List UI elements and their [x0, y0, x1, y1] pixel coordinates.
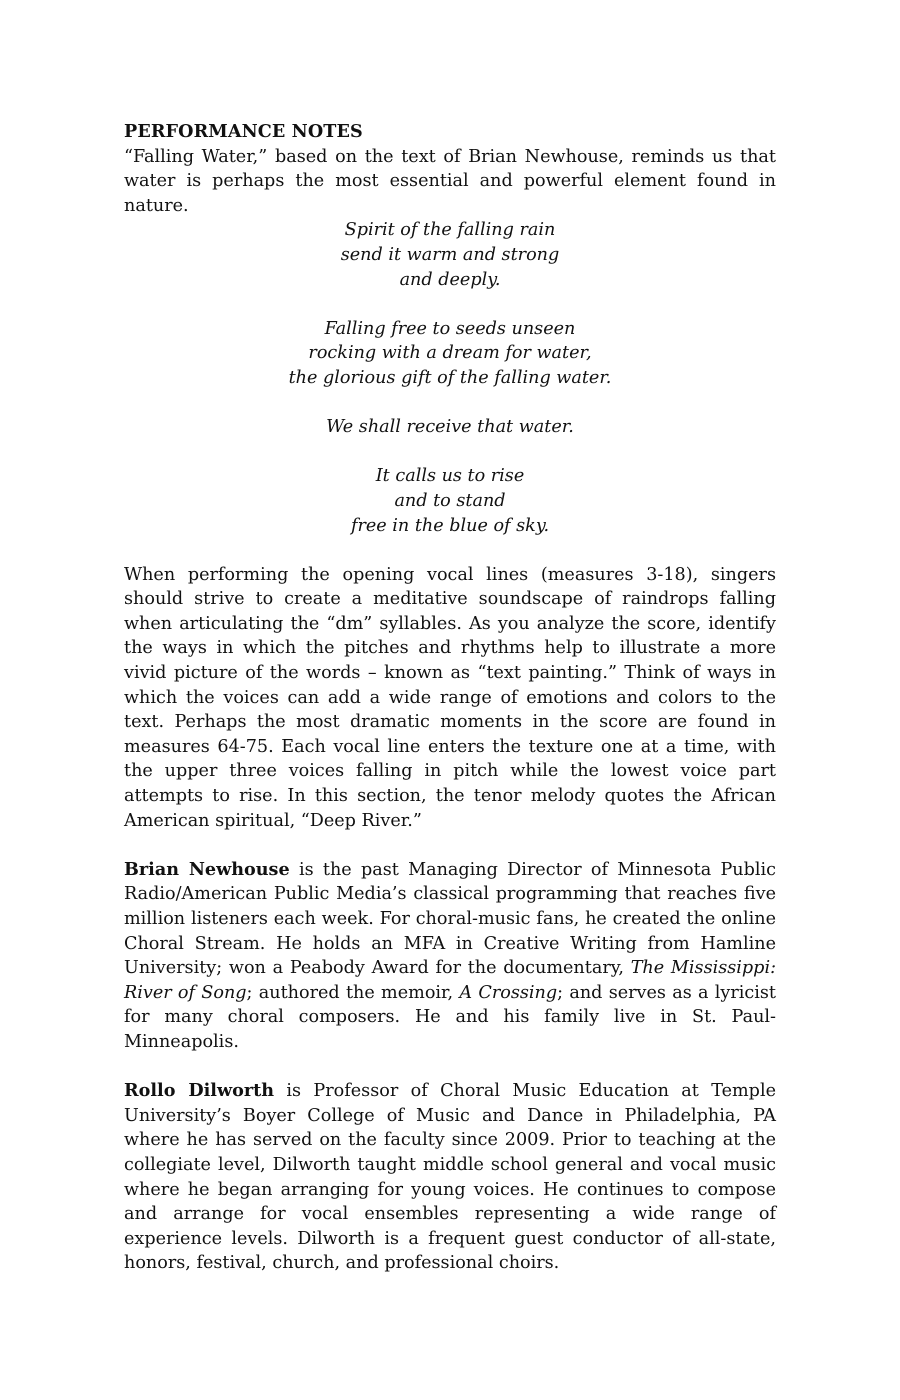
poem-stanza-4	[124, 464, 776, 538]
poem-line: and deeply.	[399, 269, 501, 290]
bio-rollo-dilworth	[124, 1079, 776, 1276]
poem-line: send it warm and strong	[340, 244, 560, 265]
poem-stanza-2	[124, 317, 776, 391]
poem-line: free in the blue of sky.	[350, 515, 550, 536]
paragraph-spacer	[124, 1055, 776, 1080]
bio-name: Rollo Dilworth	[124, 1080, 275, 1102]
poem	[124, 218, 776, 538]
poem-line: It calls us to rise	[375, 466, 525, 487]
performance-notes-section	[124, 120, 776, 1276]
poem-line: and to stand	[394, 490, 506, 511]
poem-line: the glorious gift of the falling water.	[288, 367, 612, 388]
bio-text: is the past Managing Director of Minnesota Public Radio/American Public Media’s classical programming that reaches five million listeners each week. For choral-music fans, he created the online Choral Stream. He holds an MFA in Creative Writing from Hamline University; won a Peabody Award for the documentary,	[124, 859, 777, 979]
work-title: A Crossing	[459, 982, 558, 1003]
bio-name: Brian Newhouse	[124, 858, 290, 880]
paragraph-spacer	[124, 833, 776, 858]
bio-brian-newhouse	[124, 858, 776, 1055]
paragraph-spacer	[124, 538, 776, 563]
bio-text: ; authored the memoir,	[246, 982, 460, 1003]
work-title: The Mississippi: River of Song	[124, 958, 777, 1003]
poem-stanza-3	[124, 415, 776, 440]
analysis-paragraph: When performing the opening vocal lines (measures 3-18), singers should strive to create a meditative soundscape of raindrops falling when articulating the “dm” syllables. As you analyze the score, identify the ways in which the pitches and rhythms help to illustrate a more vivid picture of the words – known as “text painting.” Think of ways in which the voices can add a wide range of emotions and colors to the text. Perhaps the most dramatic moments in the score are found in measures 64-75. Each vocal line enters the texture one at a time, with the upper three voices falling in pitch while the lowest voice part attempts to rise. In this section, the tenor melody quotes the African American spiritual, “Deep River.”	[124, 564, 776, 831]
bio-text: ; and serves as a lyricist for many choral composers. He and his family live in St. Paul-Minneapolis.	[124, 982, 776, 1052]
section-heading: PERFORMANCE NOTES	[124, 121, 363, 142]
poem-stanza-1	[124, 218, 776, 292]
poem-line: Falling free to seeds unseen	[324, 318, 576, 339]
bio-text: is Professor of Choral Music Education at Temple University’s Boyer College of Music and Dance in Philadelphia, PA where he has served on the faculty since 2009. Prior to teaching at the collegiate level, Dilworth taught middle school general and vocal music where he began arranging for young voices. He continues to compose and arrange for vocal ensembles representing a wide range of experience levels. Dilworth is a frequent guest conductor of all-state, honors, festival, church, and professional choirs.	[124, 1081, 776, 1274]
intro-paragraph: “Falling Water,” based on the text of Brian Newhouse, reminds us that water is perhaps the most essential and powerful element found in nature.	[124, 146, 776, 216]
poem-line: rocking with a dream for water,	[308, 343, 592, 364]
poem-line: We shall receive that water.	[326, 417, 574, 438]
poem-line: Spirit of the falling rain	[344, 220, 556, 241]
